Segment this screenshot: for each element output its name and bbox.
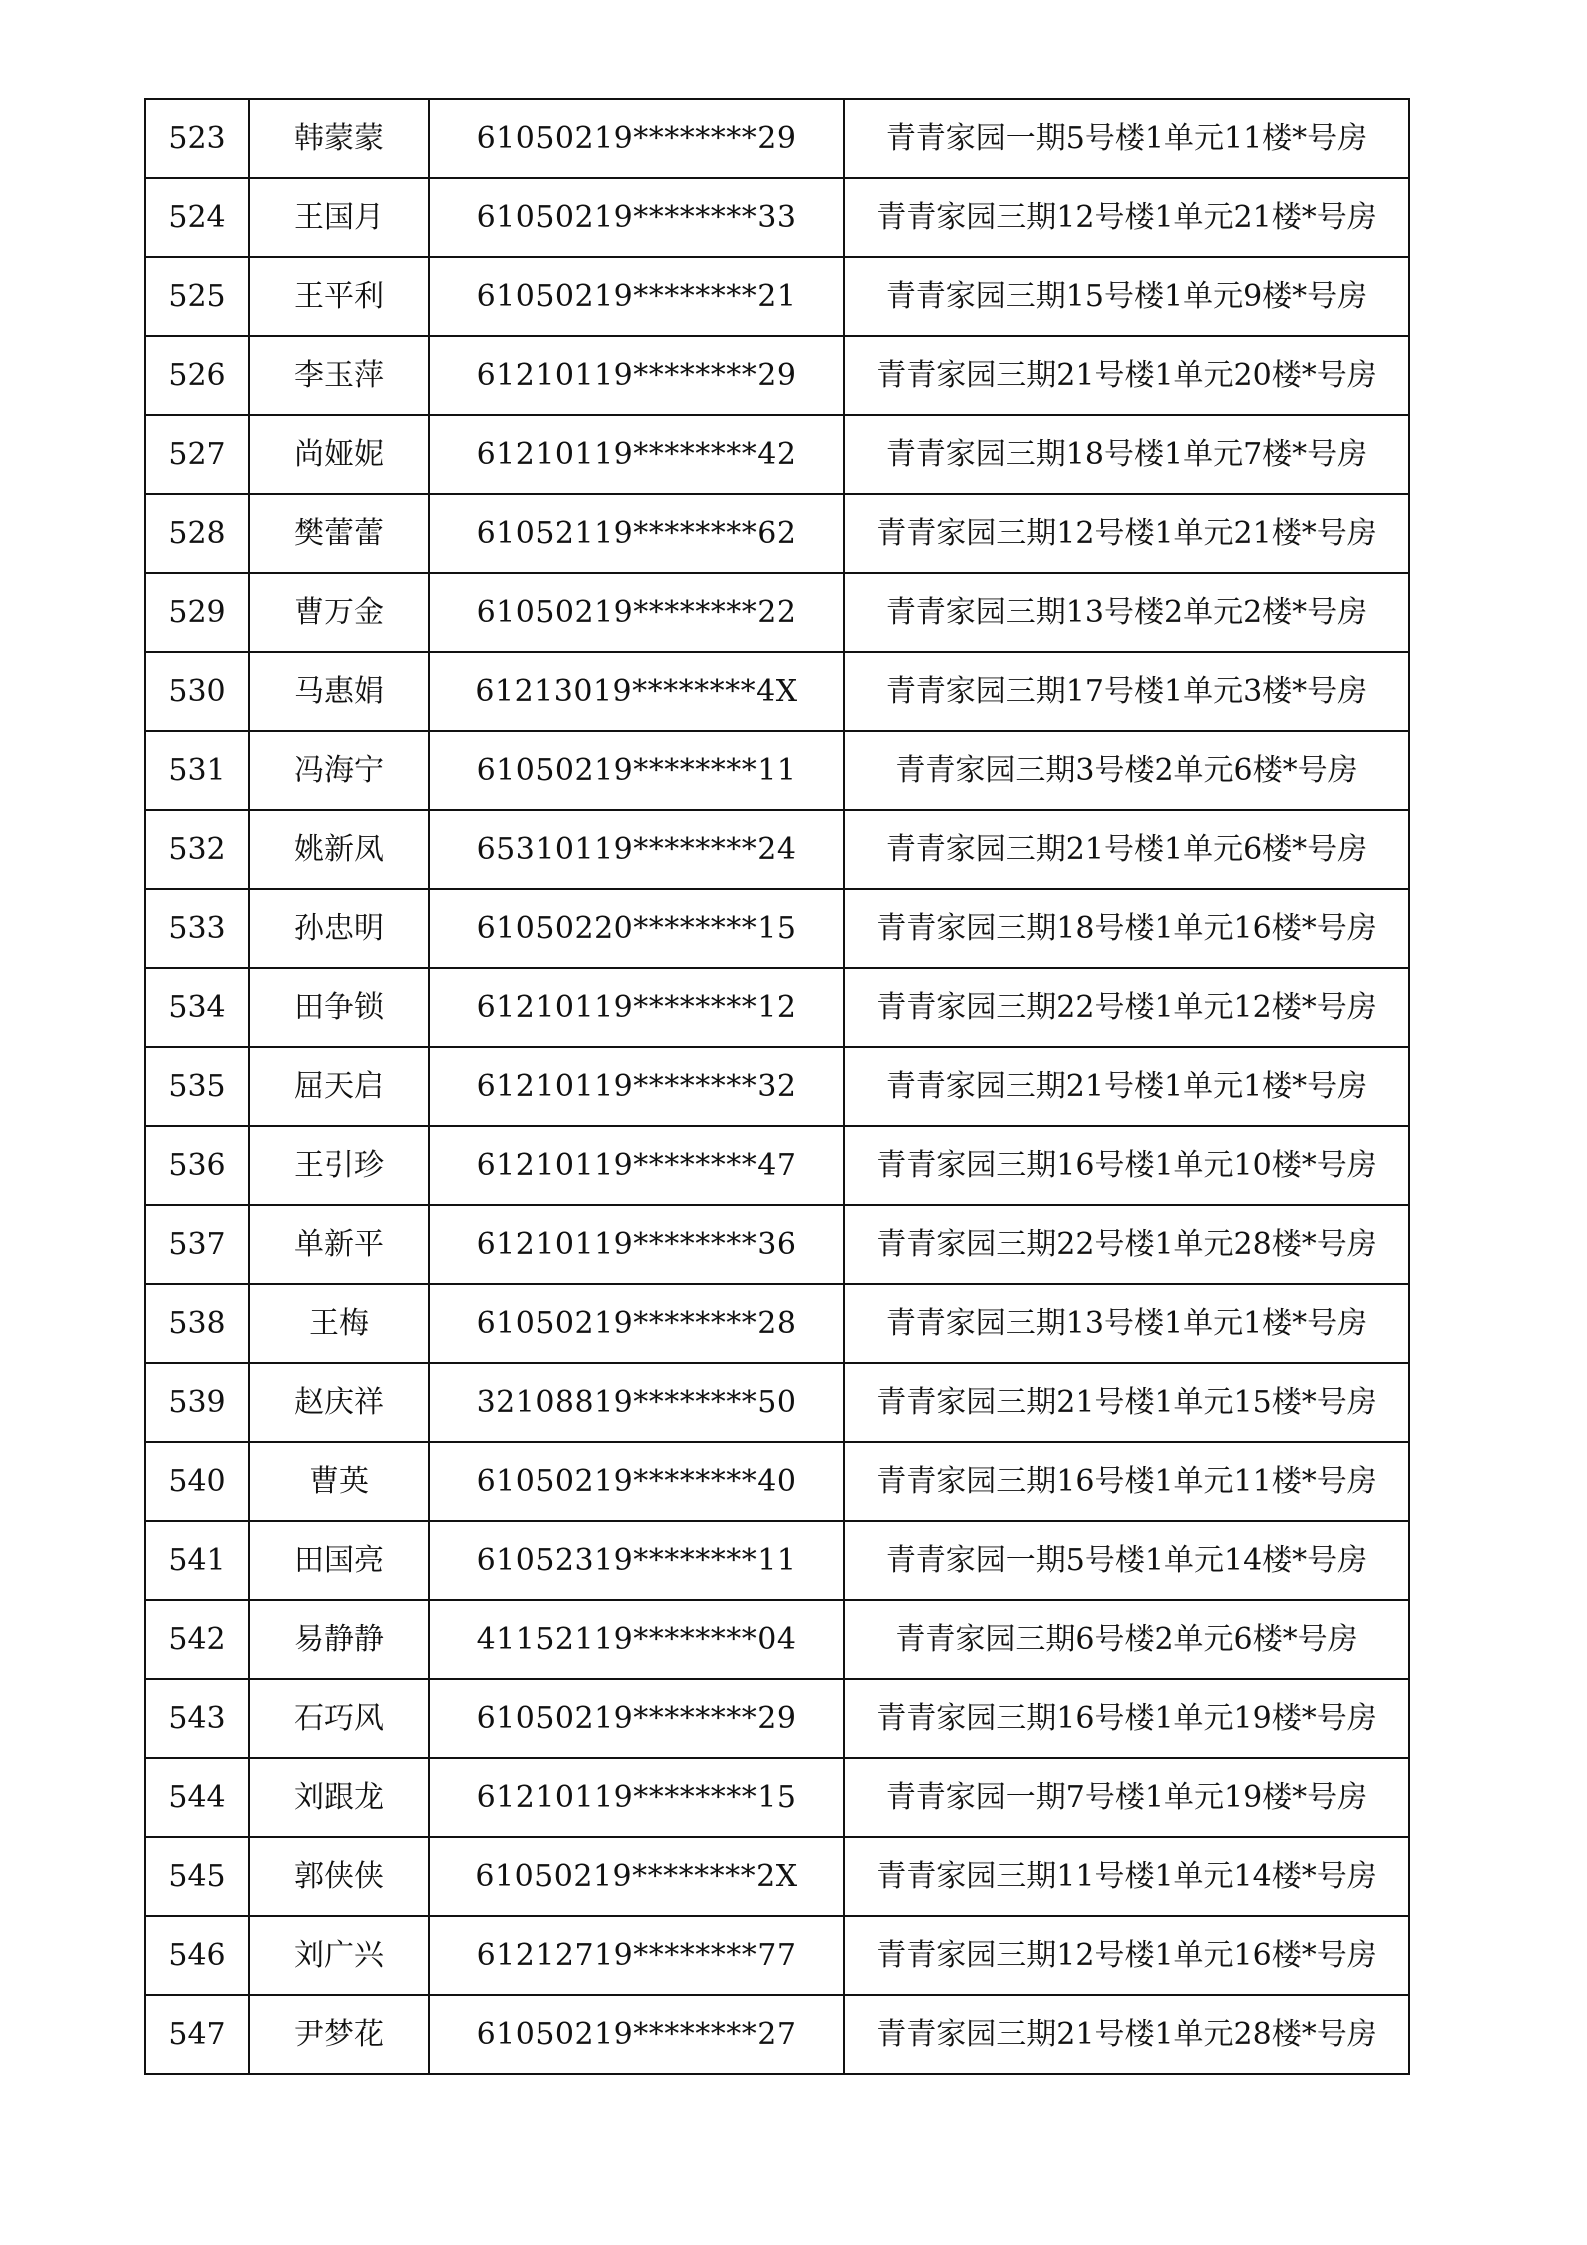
- cell-address: 青青家园三期21号楼1单元20楼*号房: [844, 336, 1409, 415]
- cell-id-number: 32108819********50: [429, 1363, 844, 1442]
- cell-address: 青青家园三期21号楼1单元28楼*号房: [844, 1995, 1409, 2074]
- cell-name: 曹万金: [249, 573, 429, 652]
- cell-number: 524: [145, 178, 249, 257]
- cell-address: 青青家园三期6号楼2单元6楼*号房: [844, 1600, 1409, 1679]
- cell-number: 532: [145, 810, 249, 889]
- table-row: [145, 415, 1409, 494]
- table-row: [145, 257, 1409, 336]
- cell-address: 青青家园三期3号楼2单元6楼*号房: [844, 731, 1409, 810]
- cell-address: 青青家园三期13号楼2单元2楼*号房: [844, 573, 1409, 652]
- table-row: [145, 889, 1409, 968]
- cell-id-number: 61210119********12: [429, 968, 844, 1047]
- cell-number: 531: [145, 731, 249, 810]
- cell-name: 姚新凤: [249, 810, 429, 889]
- cell-name: 尚娅妮: [249, 415, 429, 494]
- cell-address: 青青家园一期5号楼1单元11楼*号房: [844, 99, 1409, 178]
- cell-number: 536: [145, 1126, 249, 1205]
- table-row: [145, 178, 1409, 257]
- cell-name: 刘跟龙: [249, 1758, 429, 1837]
- cell-number: 546: [145, 1916, 249, 1995]
- cell-address: 青青家园三期11号楼1单元14楼*号房: [844, 1837, 1409, 1916]
- cell-id-number: 61050219********2X: [429, 1837, 844, 1916]
- cell-address: 青青家园三期17号楼1单元3楼*号房: [844, 652, 1409, 731]
- cell-name: 屈天启: [249, 1047, 429, 1126]
- cell-id-number: 61210119********29: [429, 336, 844, 415]
- cell-address: 青青家园三期18号楼1单元7楼*号房: [844, 415, 1409, 494]
- cell-number: 545: [145, 1837, 249, 1916]
- cell-name: 田争锁: [249, 968, 429, 1047]
- cell-number: 530: [145, 652, 249, 731]
- cell-name: 田国亮: [249, 1521, 429, 1600]
- cell-number: 535: [145, 1047, 249, 1126]
- cell-name: 易静静: [249, 1600, 429, 1679]
- cell-number: 547: [145, 1995, 249, 2074]
- cell-name: 韩蒙蒙: [249, 99, 429, 178]
- table-row: [145, 652, 1409, 731]
- table-row: [145, 731, 1409, 810]
- cell-address: 青青家园三期12号楼1单元21楼*号房: [844, 178, 1409, 257]
- table-row: [145, 1126, 1409, 1205]
- cell-id-number: 61050219********22: [429, 573, 844, 652]
- cell-address: 青青家园三期16号楼1单元19楼*号房: [844, 1679, 1409, 1758]
- cell-number: 544: [145, 1758, 249, 1837]
- cell-address: 青青家园三期21号楼1单元15楼*号房: [844, 1363, 1409, 1442]
- cell-name: 郭侠侠: [249, 1837, 429, 1916]
- cell-address: 青青家园三期13号楼1单元1楼*号房: [844, 1284, 1409, 1363]
- table-row: [145, 1363, 1409, 1442]
- cell-number: 538: [145, 1284, 249, 1363]
- roster-table: [144, 98, 1410, 2075]
- cell-number: 541: [145, 1521, 249, 1600]
- table-row: [145, 968, 1409, 1047]
- cell-id-number: 61050219********11: [429, 731, 844, 810]
- cell-name: 孙忠明: [249, 889, 429, 968]
- table-row: [145, 1521, 1409, 1600]
- cell-address: 青青家园三期15号楼1单元9楼*号房: [844, 257, 1409, 336]
- table-row: [145, 573, 1409, 652]
- cell-name: 王国月: [249, 178, 429, 257]
- cell-name: 石巧风: [249, 1679, 429, 1758]
- cell-id-number: 61212719********77: [429, 1916, 844, 1995]
- cell-id-number: 61052319********11: [429, 1521, 844, 1600]
- table-row: [145, 336, 1409, 415]
- cell-name: 冯海宁: [249, 731, 429, 810]
- table-row: [145, 1442, 1409, 1521]
- cell-number: 526: [145, 336, 249, 415]
- cell-id-number: 61050219********29: [429, 1679, 844, 1758]
- cell-name: 王梅: [249, 1284, 429, 1363]
- cell-address: 青青家园三期16号楼1单元11楼*号房: [844, 1442, 1409, 1521]
- table-row: [145, 494, 1409, 573]
- cell-id-number: 61210119********36: [429, 1205, 844, 1284]
- cell-id-number: 61052119********62: [429, 494, 844, 573]
- cell-number: 525: [145, 257, 249, 336]
- cell-id-number: 61050220********15: [429, 889, 844, 968]
- cell-number: 539: [145, 1363, 249, 1442]
- cell-name: 樊蕾蕾: [249, 494, 429, 573]
- cell-id-number: 41152119********04: [429, 1600, 844, 1679]
- cell-id-number: 61050219********27: [429, 1995, 844, 2074]
- cell-name: 尹梦花: [249, 1995, 429, 2074]
- cell-id-number: 61050219********21: [429, 257, 844, 336]
- cell-address: 青青家园三期22号楼1单元12楼*号房: [844, 968, 1409, 1047]
- cell-id-number: 61213019********4X: [429, 652, 844, 731]
- cell-address: 青青家园三期21号楼1单元6楼*号房: [844, 810, 1409, 889]
- table-row: [145, 1837, 1409, 1916]
- cell-address: 青青家园三期16号楼1单元10楼*号房: [844, 1126, 1409, 1205]
- cell-id-number: 61050219********28: [429, 1284, 844, 1363]
- cell-id-number: 65310119********24: [429, 810, 844, 889]
- cell-id-number: 61050219********29: [429, 99, 844, 178]
- table-row: [145, 1995, 1409, 2074]
- cell-id-number: 61210119********42: [429, 415, 844, 494]
- cell-number: 529: [145, 573, 249, 652]
- cell-id-number: 61050219********40: [429, 1442, 844, 1521]
- cell-name: 王引珍: [249, 1126, 429, 1205]
- cell-name: 李玉萍: [249, 336, 429, 415]
- table-row: [145, 1205, 1409, 1284]
- cell-number: 528: [145, 494, 249, 573]
- table-row: [145, 1284, 1409, 1363]
- table-row: [145, 99, 1409, 178]
- cell-number: 540: [145, 1442, 249, 1521]
- cell-address: 青青家园一期7号楼1单元19楼*号房: [844, 1758, 1409, 1837]
- table-row: [145, 810, 1409, 889]
- table-row: [145, 1679, 1409, 1758]
- cell-address: 青青家园三期12号楼1单元16楼*号房: [844, 1916, 1409, 1995]
- cell-number: 537: [145, 1205, 249, 1284]
- cell-id-number: 61050219********33: [429, 178, 844, 257]
- cell-number: 527: [145, 415, 249, 494]
- cell-id-number: 61210119********32: [429, 1047, 844, 1126]
- cell-name: 赵庆祥: [249, 1363, 429, 1442]
- cell-name: 马惠娟: [249, 652, 429, 731]
- cell-number: 543: [145, 1679, 249, 1758]
- cell-id-number: 61210119********47: [429, 1126, 844, 1205]
- table-row: [145, 1916, 1409, 1995]
- cell-number: 533: [145, 889, 249, 968]
- cell-number: 534: [145, 968, 249, 1047]
- table-row: [145, 1758, 1409, 1837]
- cell-address: 青青家园三期22号楼1单元28楼*号房: [844, 1205, 1409, 1284]
- roster-table-body: [145, 99, 1409, 2074]
- table-row: [145, 1047, 1409, 1126]
- table-row: [145, 1600, 1409, 1679]
- cell-id-number: 61210119********15: [429, 1758, 844, 1837]
- cell-name: 单新平: [249, 1205, 429, 1284]
- cell-address: 青青家园三期21号楼1单元1楼*号房: [844, 1047, 1409, 1126]
- cell-address: 青青家园三期12号楼1单元21楼*号房: [844, 494, 1409, 573]
- cell-name: 王平利: [249, 257, 429, 336]
- cell-address: 青青家园三期18号楼1单元16楼*号房: [844, 889, 1409, 968]
- cell-name: 刘广兴: [249, 1916, 429, 1995]
- cell-number: 523: [145, 99, 249, 178]
- cell-address: 青青家园一期5号楼1单元14楼*号房: [844, 1521, 1409, 1600]
- cell-name: 曹英: [249, 1442, 429, 1521]
- cell-number: 542: [145, 1600, 249, 1679]
